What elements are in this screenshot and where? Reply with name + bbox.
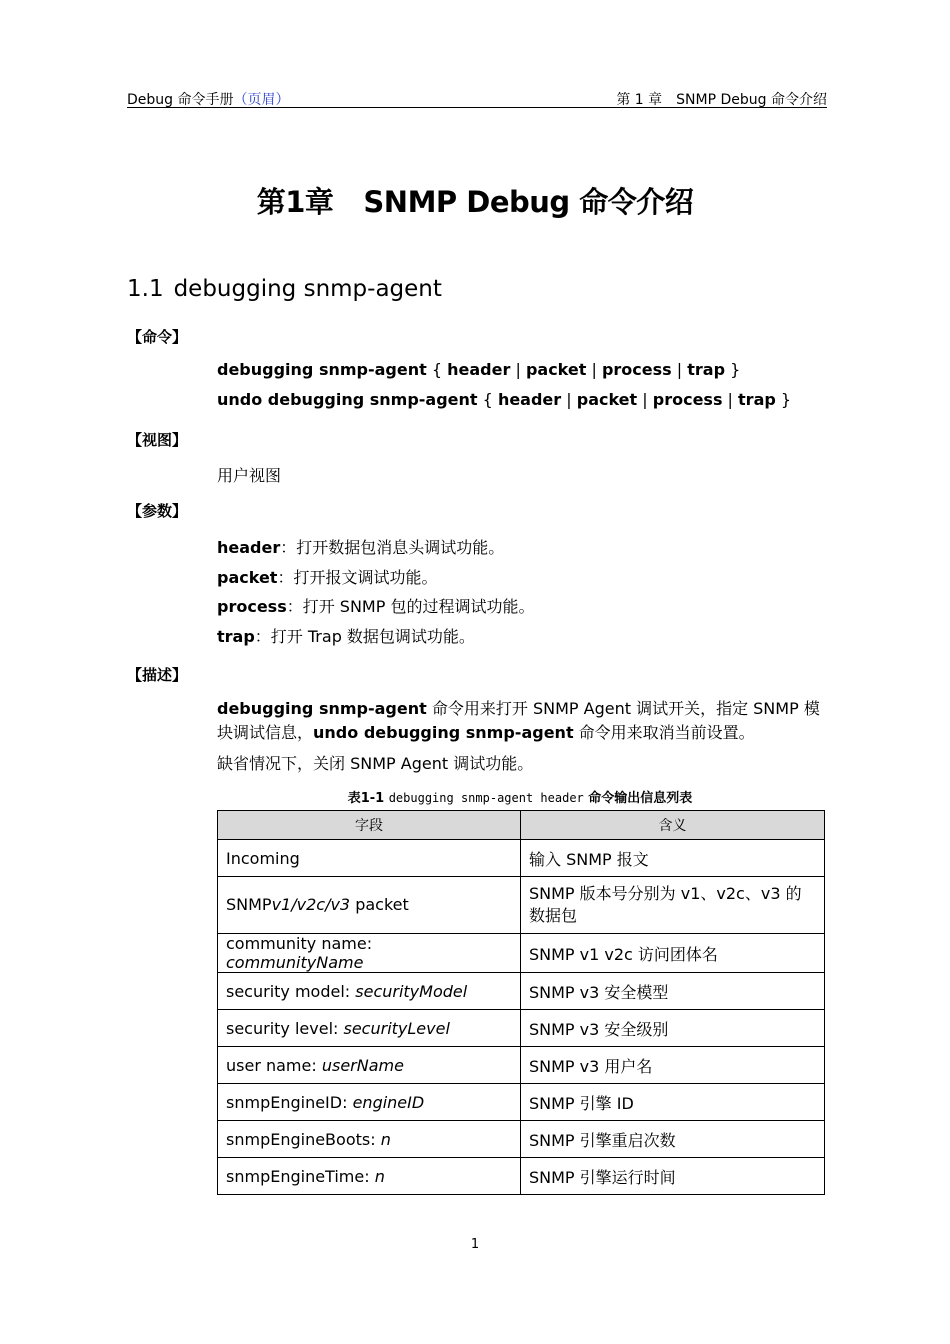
table-header-row bbox=[218, 811, 825, 840]
running-header-right: 第 1 章 SNMP Debug 命令介绍 bbox=[616, 92, 827, 108]
param-name: trap bbox=[217, 627, 255, 646]
chapter-number: 第1章 bbox=[256, 185, 334, 219]
label-command: 【命令】 bbox=[127, 328, 188, 346]
param-item bbox=[217, 565, 437, 588]
meaning-cell: SNMP 引擎 ID bbox=[521, 1084, 825, 1121]
table-row bbox=[218, 1158, 825, 1195]
brace-close: } bbox=[775, 390, 792, 409]
opt-process: process bbox=[601, 360, 672, 379]
running-header-left bbox=[127, 89, 290, 109]
sep: | bbox=[637, 390, 653, 409]
opt-header: header bbox=[447, 360, 511, 379]
param-desc: ：打开报文调试功能。 bbox=[277, 568, 438, 587]
param-name: header bbox=[217, 538, 281, 557]
cmd-keyword: debugging snmp-agent bbox=[217, 360, 427, 379]
label-view: 【视图】 bbox=[127, 431, 188, 449]
opt-trap: trap bbox=[687, 360, 726, 379]
table-row bbox=[218, 1010, 825, 1047]
table-row bbox=[218, 973, 825, 1010]
brace-close: } bbox=[725, 360, 741, 379]
table-row bbox=[218, 840, 825, 877]
meaning-cell: 输入 SNMP 报文 bbox=[521, 840, 825, 877]
caption-suffix: 命令输出信息列表 bbox=[583, 791, 693, 806]
param-item bbox=[217, 594, 534, 617]
param-desc: ：打开数据包消息头调试功能。 bbox=[280, 538, 505, 557]
sep: | bbox=[671, 360, 688, 379]
table-row bbox=[218, 877, 825, 934]
section-name: debugging snmp-agent bbox=[173, 276, 442, 302]
field-cell: security model: securityModel bbox=[218, 973, 521, 1010]
desc-text: 命令用来打开 SNMP Agent 调试开关，指定 SNMP 模块调试信息， bbox=[217, 699, 820, 742]
description-paragraph bbox=[217, 697, 827, 745]
page-number: 1 bbox=[470, 1237, 480, 1252]
opt-packet: packet bbox=[576, 390, 638, 409]
param-desc: ：打开 Trap 数据包调试功能。 bbox=[254, 627, 475, 646]
column-header-field: 字段 bbox=[218, 811, 521, 840]
param-name: packet bbox=[217, 568, 278, 587]
header-manual-title: Debug 命令手册 bbox=[127, 92, 234, 108]
sep: | bbox=[561, 390, 577, 409]
table-row bbox=[218, 1121, 825, 1158]
chapter-title bbox=[0, 180, 950, 221]
chapter-name: SNMP Debug 命令介绍 bbox=[363, 185, 694, 219]
output-table bbox=[217, 810, 825, 1195]
field-cell: user name: userName bbox=[218, 1047, 521, 1084]
brace-open: { bbox=[477, 390, 498, 409]
field-cell: snmpEngineID: engineID bbox=[218, 1084, 521, 1121]
command-line-1 bbox=[217, 360, 740, 379]
header-rule bbox=[127, 107, 827, 108]
cmd-keyword: undo debugging snmp-agent bbox=[217, 390, 478, 409]
caption-code: debugging snmp-agent header bbox=[388, 791, 584, 805]
column-header-meaning: 含义 bbox=[521, 811, 825, 840]
desc-keyword: undo debugging snmp-agent bbox=[313, 723, 574, 742]
table-row bbox=[218, 1047, 825, 1084]
field-cell: SNMPv1/v2c/v3 packet bbox=[218, 877, 521, 934]
opt-trap: trap bbox=[738, 390, 776, 409]
view-text: 用户视图 bbox=[217, 466, 282, 485]
label-params: 【参数】 bbox=[127, 502, 188, 520]
meaning-cell: SNMP 引擎重启次数 bbox=[521, 1121, 825, 1158]
command-line-2 bbox=[217, 390, 791, 409]
param-desc: ：打开 SNMP 包的过程调试功能。 bbox=[286, 597, 535, 616]
table-row bbox=[218, 934, 825, 973]
field-cell: security level: securityLevel bbox=[218, 1010, 521, 1047]
meaning-cell: SNMP v3 用户名 bbox=[521, 1047, 825, 1084]
default-text: 缺省情况下，关闭 SNMP Agent 调试功能。 bbox=[217, 754, 534, 773]
label-description: 【描述】 bbox=[127, 666, 188, 684]
meaning-cell: SNMP 版本号分别为 v1、v2c、v3 的数据包 bbox=[521, 877, 825, 934]
sep: | bbox=[510, 360, 526, 379]
param-name: process bbox=[217, 597, 287, 616]
opt-packet: packet bbox=[525, 360, 587, 379]
field-cell: Incoming bbox=[218, 840, 521, 877]
field-cell: snmpEngineBoots: n bbox=[218, 1121, 521, 1158]
meaning-cell: SNMP 引擎运行时间 bbox=[521, 1158, 825, 1195]
param-item bbox=[217, 535, 504, 558]
table-caption bbox=[0, 787, 950, 806]
meaning-cell: SNMP v3 安全模型 bbox=[521, 973, 825, 1010]
desc-text: 命令用来取消当前设置。 bbox=[573, 723, 755, 742]
desc-keyword: debugging snmp-agent bbox=[217, 699, 427, 718]
field-cell: community name: communityName bbox=[218, 934, 521, 973]
sep: | bbox=[586, 360, 602, 379]
opt-header: header bbox=[497, 390, 562, 409]
section-title bbox=[127, 276, 442, 302]
meaning-cell: SNMP v1 v2c 访问团体名 bbox=[521, 934, 825, 973]
field-cell: snmpEngineTime: n bbox=[218, 1158, 521, 1195]
header-note: （页眉） bbox=[233, 92, 290, 108]
meaning-cell: SNMP v3 安全级别 bbox=[521, 1010, 825, 1047]
param-item bbox=[217, 624, 475, 647]
table-row bbox=[218, 1084, 825, 1121]
brace-open: { bbox=[426, 360, 448, 379]
sep: | bbox=[722, 390, 739, 409]
opt-process: process bbox=[652, 390, 723, 409]
caption-prefix: 表1-1 bbox=[347, 791, 389, 806]
section-number: 1.1 bbox=[127, 276, 164, 302]
